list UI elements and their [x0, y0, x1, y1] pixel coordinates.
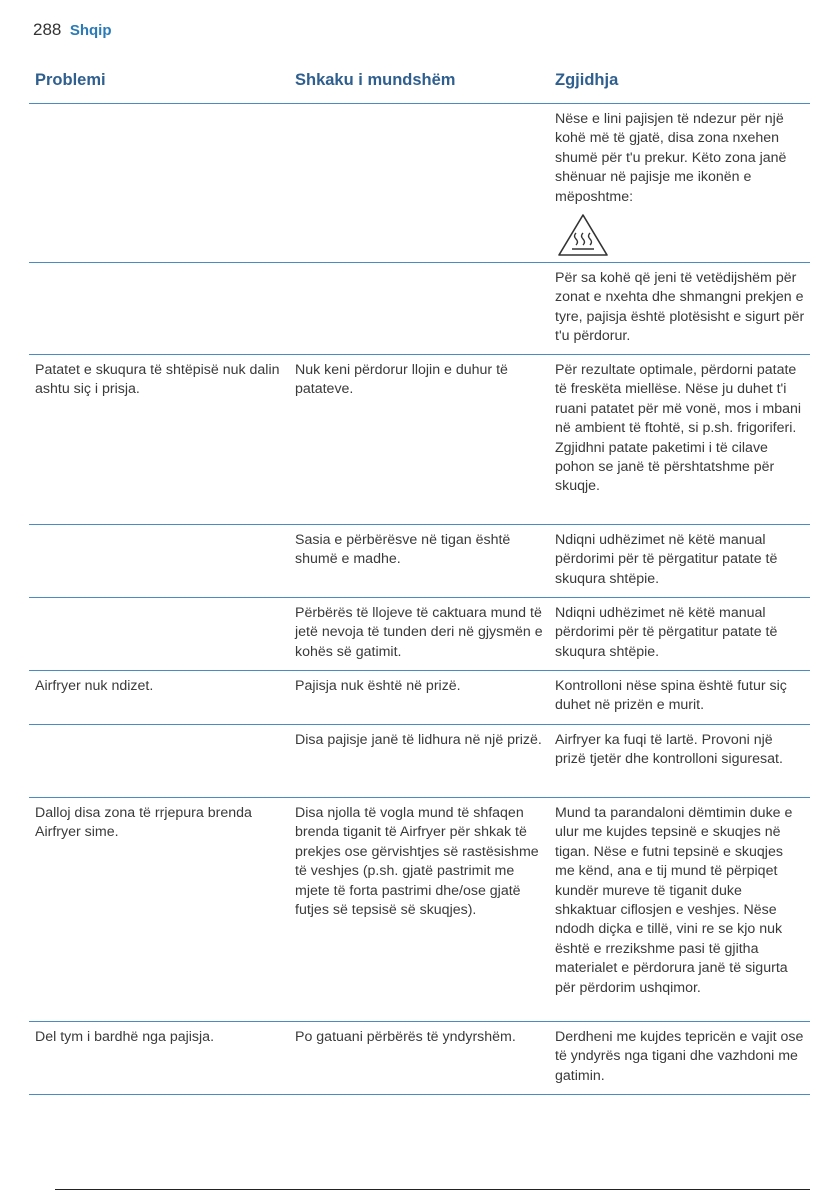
cause-cell: Disa njolla të vogla mund të shfaqen brenda tiganit të Airfryer për shkak të prekjes ose gërvishtjes së rastësishme të veshjes (p.sh. gjatë pastrimit me mjete të forta pastrimi dhe/ose gjatë futjes së tepsisë së skuqjes).: [295, 805, 539, 919]
header-cause: Shkaku i mundshëm: [295, 71, 456, 89]
cause-cell: Po gatuani përbërës të yndyrshëm.: [295, 1029, 516, 1045]
cause-cell: Përbërës të llojeve të caktuara mund të jetë nevoja të tunden deri në gjysmën e kohës së gatimit.: [295, 605, 543, 660]
problem-cell: Dalloj disa zona të rrjepura brenda Airfryer sime.: [35, 805, 252, 841]
table-header-row: [29, 58, 810, 104]
solution-cell: Mund ta parandaloni dëmtimin duke e ulur me kujdes tepsinë e skuqjes në tigan. Nëse e futni tepsinë e skuqjes me kënd, ana e tij mund të përpiqet kundër mureve të tiganit duke shkaktuar ciflosjen e veshjes. Nëse ndodh diçka e tillë, vini re se kjo nuk është e rrezikshme pasi të gjitha materialet e përdorura janë të sigurta për përdorim ushqimor.: [555, 805, 793, 996]
problem-cell: [29, 598, 289, 670]
problem-cell: [29, 525, 289, 597]
table-row: [29, 355, 810, 525]
solution-cell: Ndiqni udhëzimet në këtë manual përdorimi për të përgatitur patate të skuqura shtëpie.: [555, 605, 778, 660]
cause-cell: Nuk keni përdorur llojin e duhur të patateve.: [295, 362, 508, 398]
solution-cell: Kontrolloni nëse spina është futur siç duhet në prizën e murit.: [555, 678, 787, 714]
table-row: [29, 725, 810, 798]
table-row: [29, 671, 810, 725]
table-row: [29, 525, 810, 598]
table-row: [29, 104, 810, 263]
cause-cell: [289, 104, 549, 262]
problem-cell: [29, 725, 289, 797]
problem-cell: Airfryer nuk ndizet.: [35, 678, 154, 694]
header-solution: Zgjidhja: [555, 71, 619, 89]
table-row: [29, 798, 810, 1022]
problem-cell: Del tym i bardhë nga pajisja.: [35, 1029, 215, 1045]
table-row: [29, 1022, 810, 1095]
solution-cell: [549, 104, 810, 262]
solution-cell: Për sa kohë që jeni të vetëdijshëm për zonat e nxehta dhe shmangni prekjen e tyre, pajisja është plotësisht e sigurt për t'u përdorur.: [555, 270, 805, 345]
table-row: [29, 263, 810, 355]
troubleshooting-table: [29, 58, 810, 1095]
page-number: 288: [33, 20, 62, 39]
page-header: [33, 20, 112, 40]
hot-surface-warning-icon: [557, 213, 609, 257]
problem-cell: [29, 104, 289, 262]
problem-cell: [29, 263, 289, 354]
problem-cell: Patatet e skuqura të shtëpisë nuk dalin ashtu siç i prisja.: [35, 362, 280, 398]
solution-cell: Derdheni me kujdes tepricën e vajit ose të yndyrës nga tigani dhe vazhdoni me gatimin.: [555, 1029, 804, 1084]
cause-cell: [289, 263, 549, 354]
solution-cell: Për rezultate optimale, përdorni patate të freskëta miellëse. Nëse ju duhet t'i ruani patatet për më vonë, mos i mbani në ambient të ftohtë, si p.sh. frigoriferi. Zgjidhni patate paketimi i të cilave pohon se janë të përshtatshme për skuqje.: [555, 362, 802, 495]
solution-cell: Airfryer ka fuqi të lartë. Provoni një prizë tjetër dhe kontrolloni siguresat.: [555, 732, 783, 768]
cause-cell: Pajisja nuk është në prizë.: [295, 678, 461, 694]
solution-text: Nëse e lini pajisjen të ndezur për një kohë më të gjatë, disa zona nxehen shumë për t'u prekur. Këto zona janë shënuar në pajisje me ikonën e mëposhtme:: [555, 111, 787, 205]
header-problem: Problemi: [35, 71, 106, 89]
solution-cell: Ndiqni udhëzimet në këtë manual përdorimi për të përgatitur patate të skuqura shtëpie.: [555, 532, 778, 587]
cause-cell: Sasia e përbërësve në tigan është shumë e madhe.: [295, 532, 511, 568]
footer-divider: [55, 1189, 810, 1190]
table-row: [29, 598, 810, 671]
language-label: Shqip: [69, 22, 112, 39]
cause-cell: Disa pajisje janë të lidhura në një prizë.: [295, 732, 542, 748]
